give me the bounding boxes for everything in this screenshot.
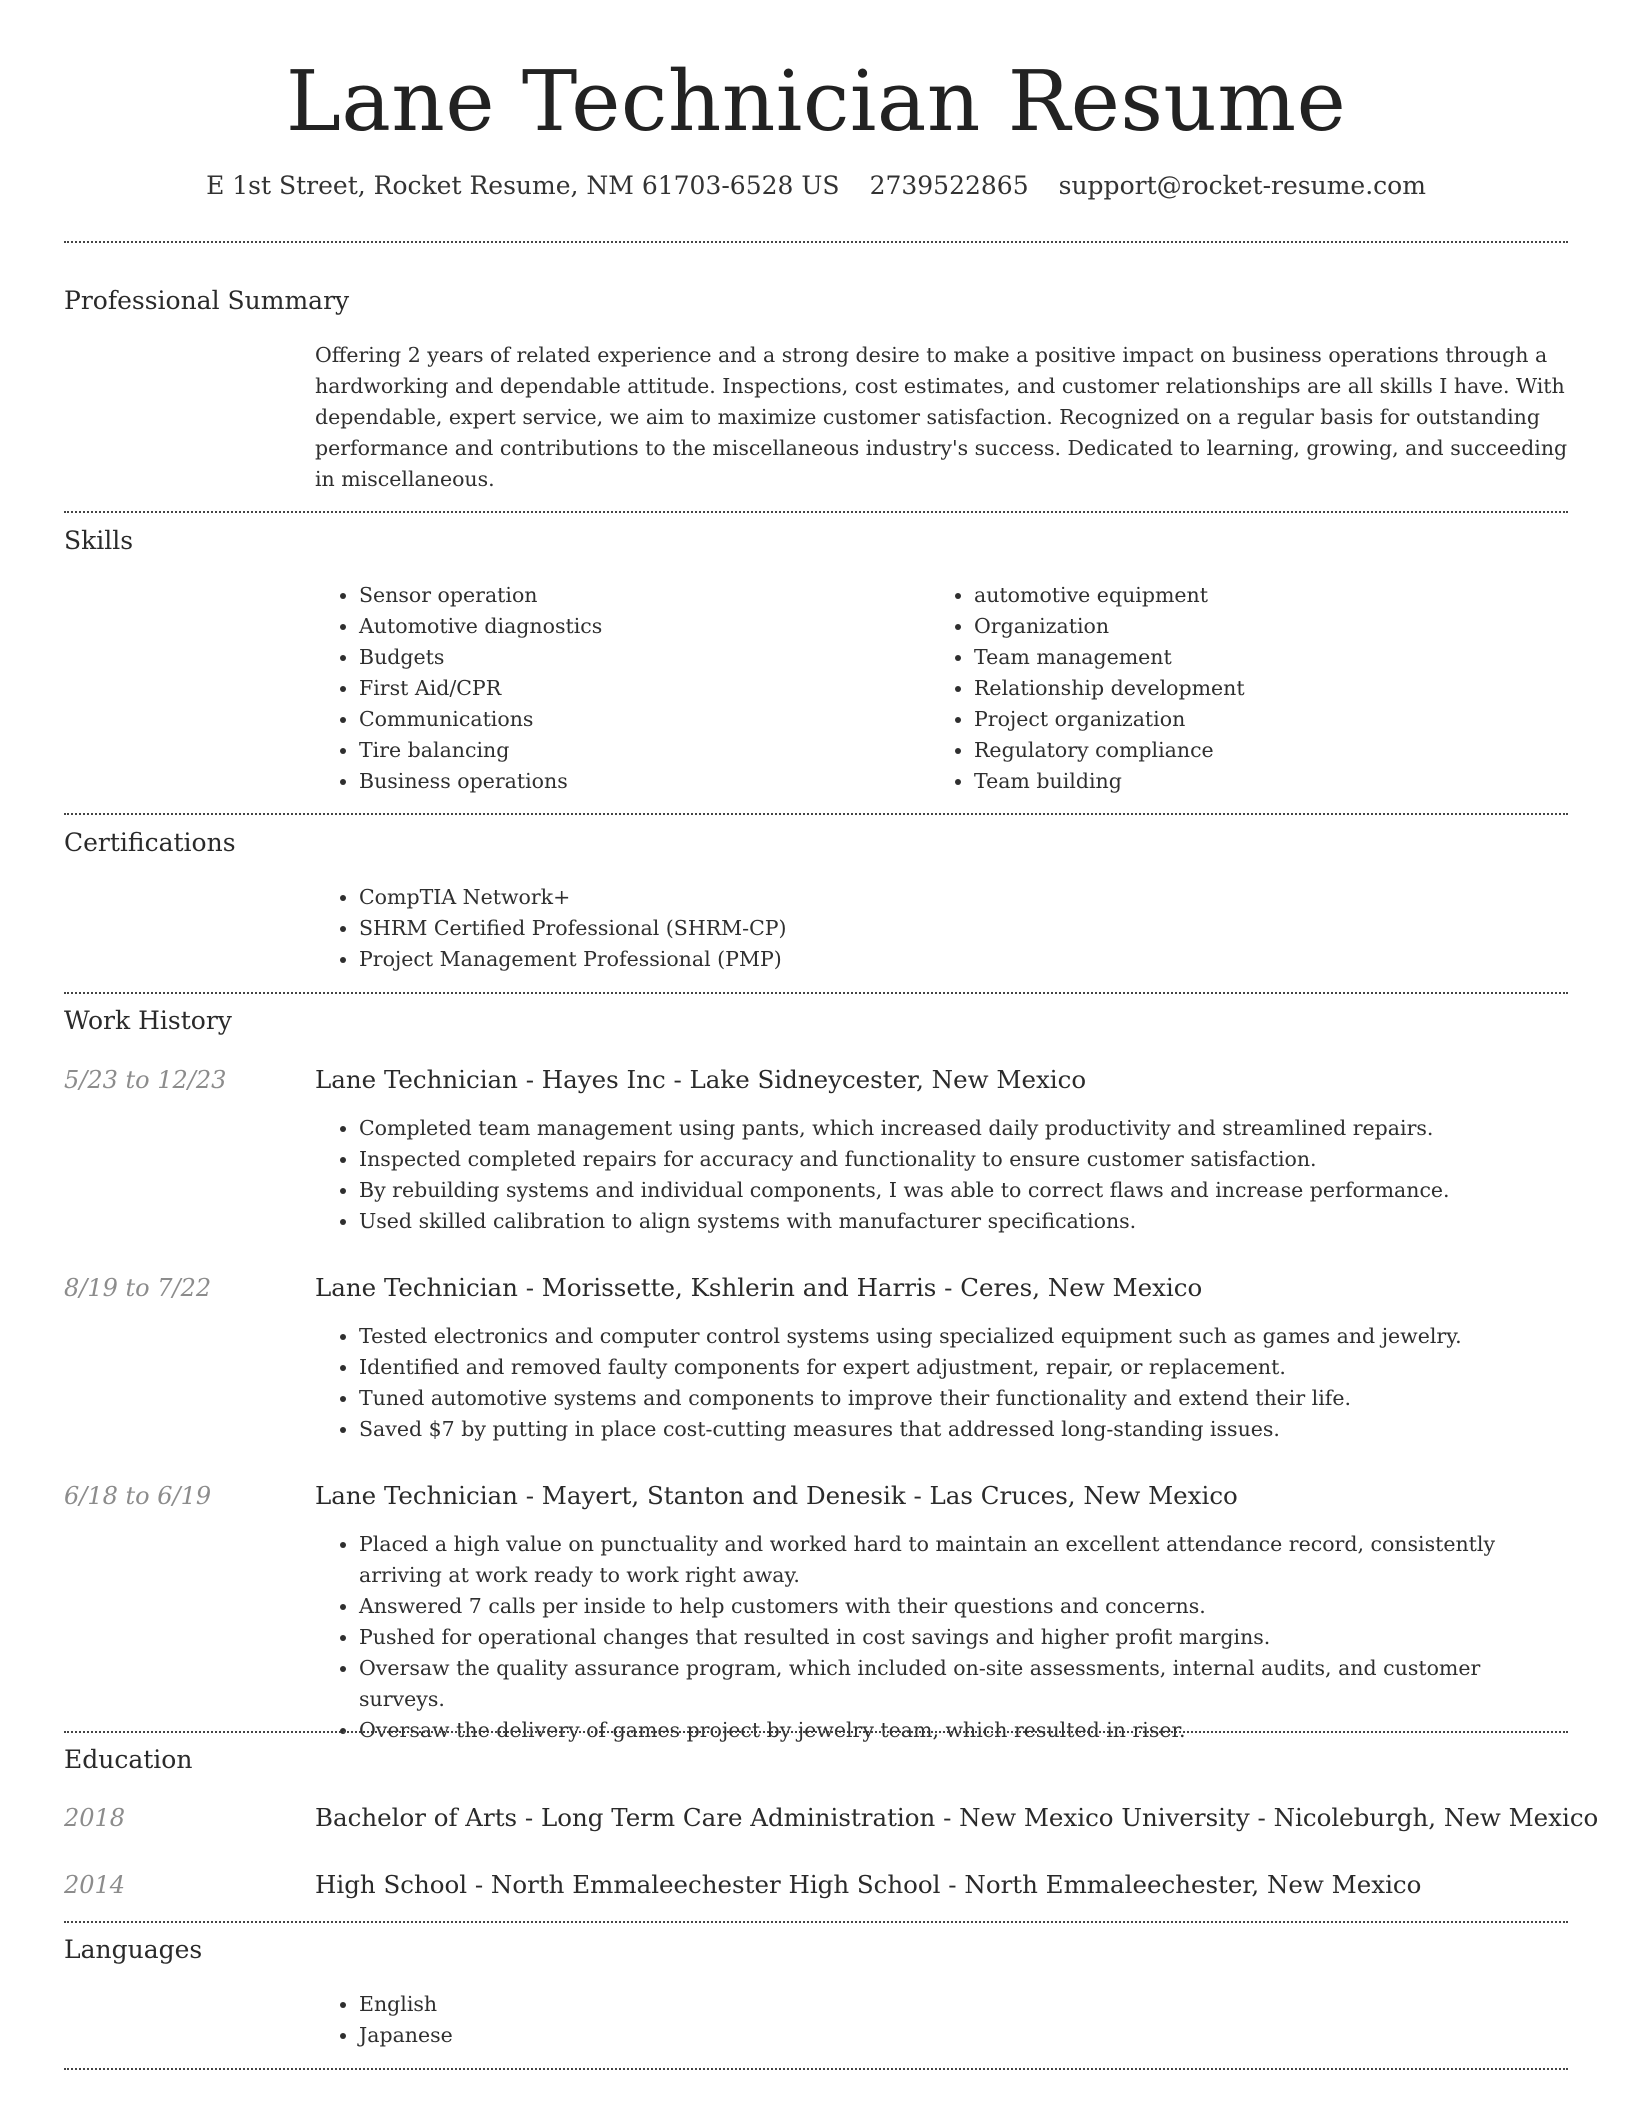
job-bullet: • By rebuilding systems and individual components, I was able to correct flaws and increase performance.: [359, 1175, 1568, 1206]
job-bullet: • Identified and removed faulty components for expert adjustment, repair, or replacement.: [359, 1352, 1568, 1383]
contact-line: [64, 168, 1568, 204]
summary-heading: Professional Summary: [64, 286, 350, 315]
section-divider: [64, 2068, 1568, 2070]
work-history-heading: Work History: [64, 1006, 232, 1035]
education-degree: Bachelor of Arts - Long Term Care Administration: [315, 1803, 936, 1832]
job-bullet: • Completed team management using pants, which increased daily productivity and streamlined repairs.: [359, 1113, 1568, 1144]
certifications-list: [315, 882, 1568, 975]
skill-item: • Relationship development: [974, 673, 1530, 704]
certification-item: • SHRM Certified Professional (SHRM-CP): [359, 913, 1568, 944]
job-bullets: [315, 1529, 1568, 1746]
job-title: [315, 1478, 1568, 1514]
skill-item: • Team building: [974, 766, 1530, 797]
job-bullets: [315, 1321, 1568, 1445]
skill-item: • First Aid/CPR: [359, 673, 915, 704]
contact-phone: 2739522865: [869, 171, 1029, 200]
education-degree: High School: [315, 1870, 468, 1899]
skills-section: [315, 580, 1568, 800]
section-divider: [64, 992, 1568, 994]
job-details: - Hayes Inc - Lake Sidneycester, New Mexico: [517, 1065, 1087, 1094]
education-details: - New Mexico University - Nicoleburgh, New Mexico: [935, 1803, 1599, 1832]
job-bullet: • Oversaw the quality assurance program, which included on-site assessments, internal audits, and customer surveys.: [359, 1653, 1568, 1715]
certifications-heading: Certifications: [64, 828, 236, 857]
job-bullet: • Used skilled calibration to align systems with manufacturer specifications.: [359, 1206, 1568, 1237]
skill-item: • Communications: [359, 704, 915, 735]
job-title: [315, 1062, 1568, 1098]
section-divider: [64, 1921, 1568, 1923]
job-bullets-section: [315, 1113, 1568, 1237]
job-bullet: • Tested electronics and computer control systems using specialized equipment such as games and jewelry.: [359, 1321, 1568, 1352]
job-role: Lane Technician: [315, 1065, 518, 1094]
job-bullet: • Pushed for operational changes that resulted in cost savings and higher profit margins.: [359, 1622, 1568, 1653]
job-details: - Morissette, Kshlerin and Harris - Ceres, New Mexico: [517, 1273, 1203, 1302]
section-divider: [64, 813, 1568, 815]
contact-email: support@rocket-resume.com: [1058, 171, 1426, 200]
job-bullets: [315, 1113, 1568, 1237]
skills-heading: Skills: [64, 526, 134, 555]
job-role: Lane Technician: [315, 1273, 518, 1302]
education-entry: [315, 1800, 1599, 1836]
skill-item: • automotive equipment: [974, 580, 1530, 611]
skill-item: • Team management: [974, 642, 1530, 673]
skill-item: • Project organization: [974, 704, 1530, 735]
education-entry: [315, 1867, 1568, 1903]
skill-item: • Tire balancing: [359, 735, 915, 766]
summary-section: [315, 340, 1568, 495]
education-year: 2014: [64, 1871, 126, 1899]
job-bullet: • Inspected completed repairs for accuracy and functionality to ensure customer satisfaction.: [359, 1144, 1568, 1175]
job-role: Lane Technician: [315, 1481, 518, 1510]
job-bullet: • Oversaw the delivery of games project by jewelry team, which resulted in riser.: [359, 1715, 1568, 1746]
section-divider: [64, 511, 1568, 513]
skill-item: • Regulatory compliance: [974, 735, 1530, 766]
job-bullet: • Tuned automotive systems and components to improve their functionality and extend their life.: [359, 1383, 1568, 1414]
skills-column-right: [930, 580, 1530, 797]
language-item: • English: [359, 1989, 1568, 2020]
contact-address: E 1st Street, Rocket Resume, NM 61703-6528 US: [206, 171, 840, 200]
job-bullet: • Answered 7 calls per inside to help customers with their questions and concerns.: [359, 1591, 1568, 1622]
job-dates: 8/19 to 7/22: [64, 1274, 212, 1302]
education-details: - North Emmaleechester High School - North Emmaleechester, New Mexico: [467, 1870, 1422, 1899]
skill-item: • Business operations: [359, 766, 915, 797]
job-bullet: • Saved $7 by putting in place cost-cutting measures that addressed long-standing issues.: [359, 1414, 1568, 1445]
job-bullet: • Placed a high value on punctuality and worked hard to maintain an excellent attendance record, consistently arriving at work ready to work right away.: [359, 1529, 1568, 1591]
skill-item: • Automotive diagnostics: [359, 611, 915, 642]
job-bullets-section: [315, 1321, 1568, 1445]
skill-item: • Budgets: [359, 642, 915, 673]
section-divider: [64, 241, 1568, 243]
language-item: • Japanese: [359, 2020, 1568, 2051]
resume-title: Lane Technician Resume: [285, 53, 1347, 150]
languages-list: [315, 1989, 1568, 2051]
job-dates: 5/23 to 12/23: [64, 1066, 227, 1094]
skills-list-right: [930, 580, 1530, 797]
certification-item: • CompTIA Network+: [359, 882, 1568, 913]
job-title: [315, 1270, 1568, 1306]
job-dates: 6/18 to 6/19: [64, 1482, 212, 1510]
languages-heading: Languages: [64, 1935, 203, 1964]
summary-text: Offering 2 years of related experience and a strong desire to make a positive impact on business operations through a hardworking and dependable attitude. Inspections, cost estimates, and customer relationships are all skills I have. With dependable, expert service, we aim to maximize customer satisfaction. Recognized on a regular basis for outstanding performance and contributions to the miscellaneous industry's success. Dedicated to learning, growing, and succeeding in miscellaneous.: [315, 343, 1568, 491]
job-details: - Mayert, Stanton and Denesik - Las Cruces, New Mexico: [517, 1481, 1238, 1510]
skills-list-left: [315, 580, 915, 797]
skill-item: • Sensor operation: [359, 580, 915, 611]
section-divider: [64, 1731, 1568, 1733]
certifications-section: [315, 882, 1568, 975]
education-year: 2018: [64, 1804, 126, 1832]
education-heading: Education: [64, 1745, 193, 1774]
certification-item: • Project Management Professional (PMP): [359, 944, 1568, 975]
skill-item: • Organization: [974, 611, 1530, 642]
job-bullets-section: [315, 1529, 1568, 1746]
languages-section: [315, 1989, 1568, 2051]
skills-column-left: [315, 580, 915, 797]
